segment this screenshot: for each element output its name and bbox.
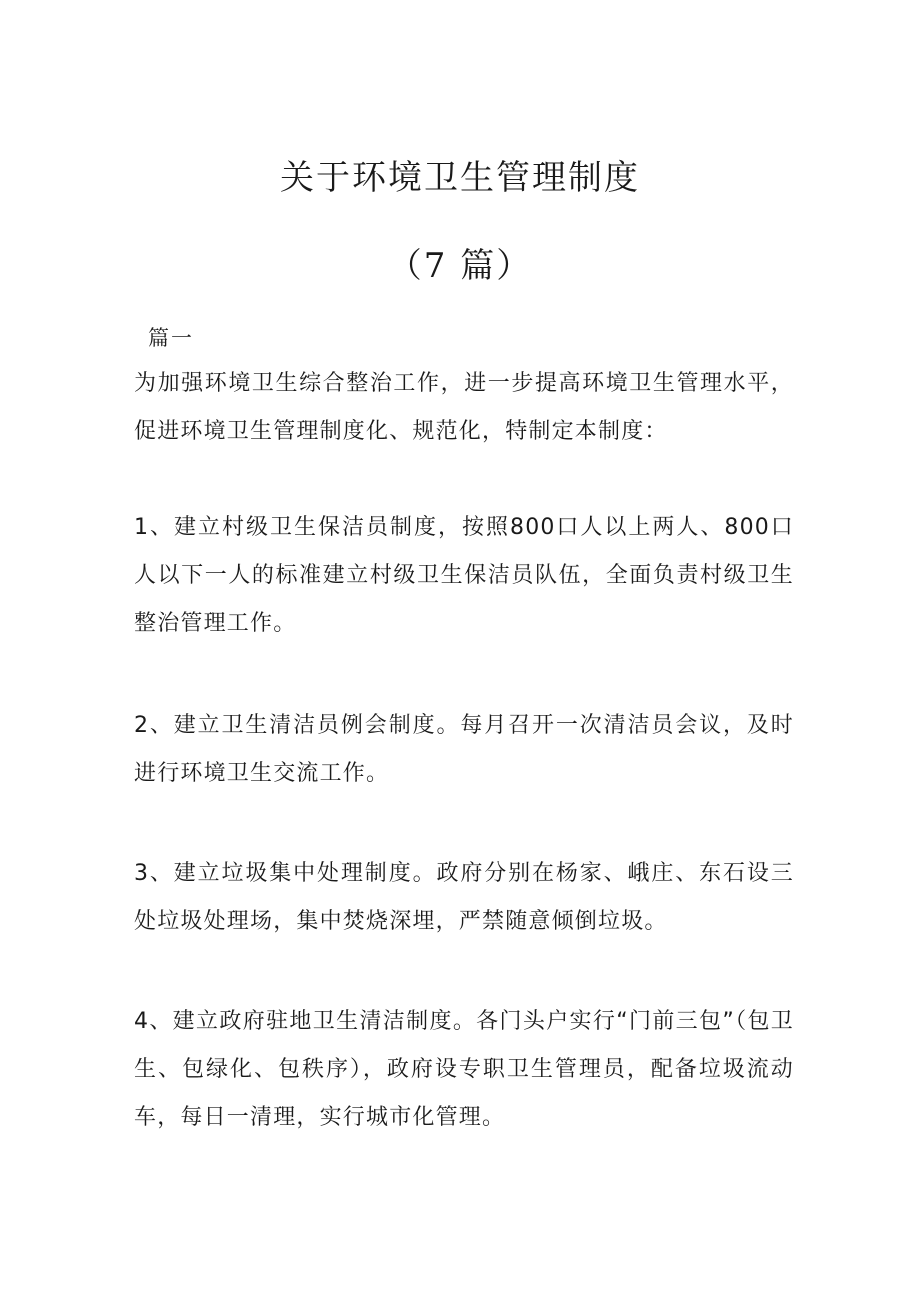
rule-item-4: 4、建立政府驻地卫生清洁制度。各门头户实行“门前三包”（包卫生、包绿化、包秩序），政府设专职卫生管理员，配备垃圾流动车，每日一清理，实行城市化管理。 — [134, 1009, 794, 1130]
document-title: 关于环境卫生管理制度 — [280, 158, 640, 198]
intro-paragraph: 为加强环境卫生综合整治工作，进一步提高环境卫生管理水平，促进环境卫生管理制度化、规范化，特制定本制度： — [134, 371, 794, 444]
document-subtitle: （7 篇） — [387, 246, 533, 286]
rule-item-1: 1、建立村级卫生保洁员制度，按照800口人以上两人、800口人以下一人的标准建立村级卫生保洁员队伍，全面负责村级卫生整治管理工作。 — [134, 515, 794, 636]
section-label: 篇一 — [148, 326, 194, 350]
rule-item-3: 3、建立垃圾集中处理制度。政府分别在杨家、峨庄、东石设三处垃圾处理场，集中焚烧深埋，严禁随意倾倒垃圾。 — [134, 861, 794, 934]
rule-item-2: 2、建立卫生清洁员例会制度。每月召开一次清洁员会议，及时进行环境卫生交流工作。 — [134, 713, 794, 786]
